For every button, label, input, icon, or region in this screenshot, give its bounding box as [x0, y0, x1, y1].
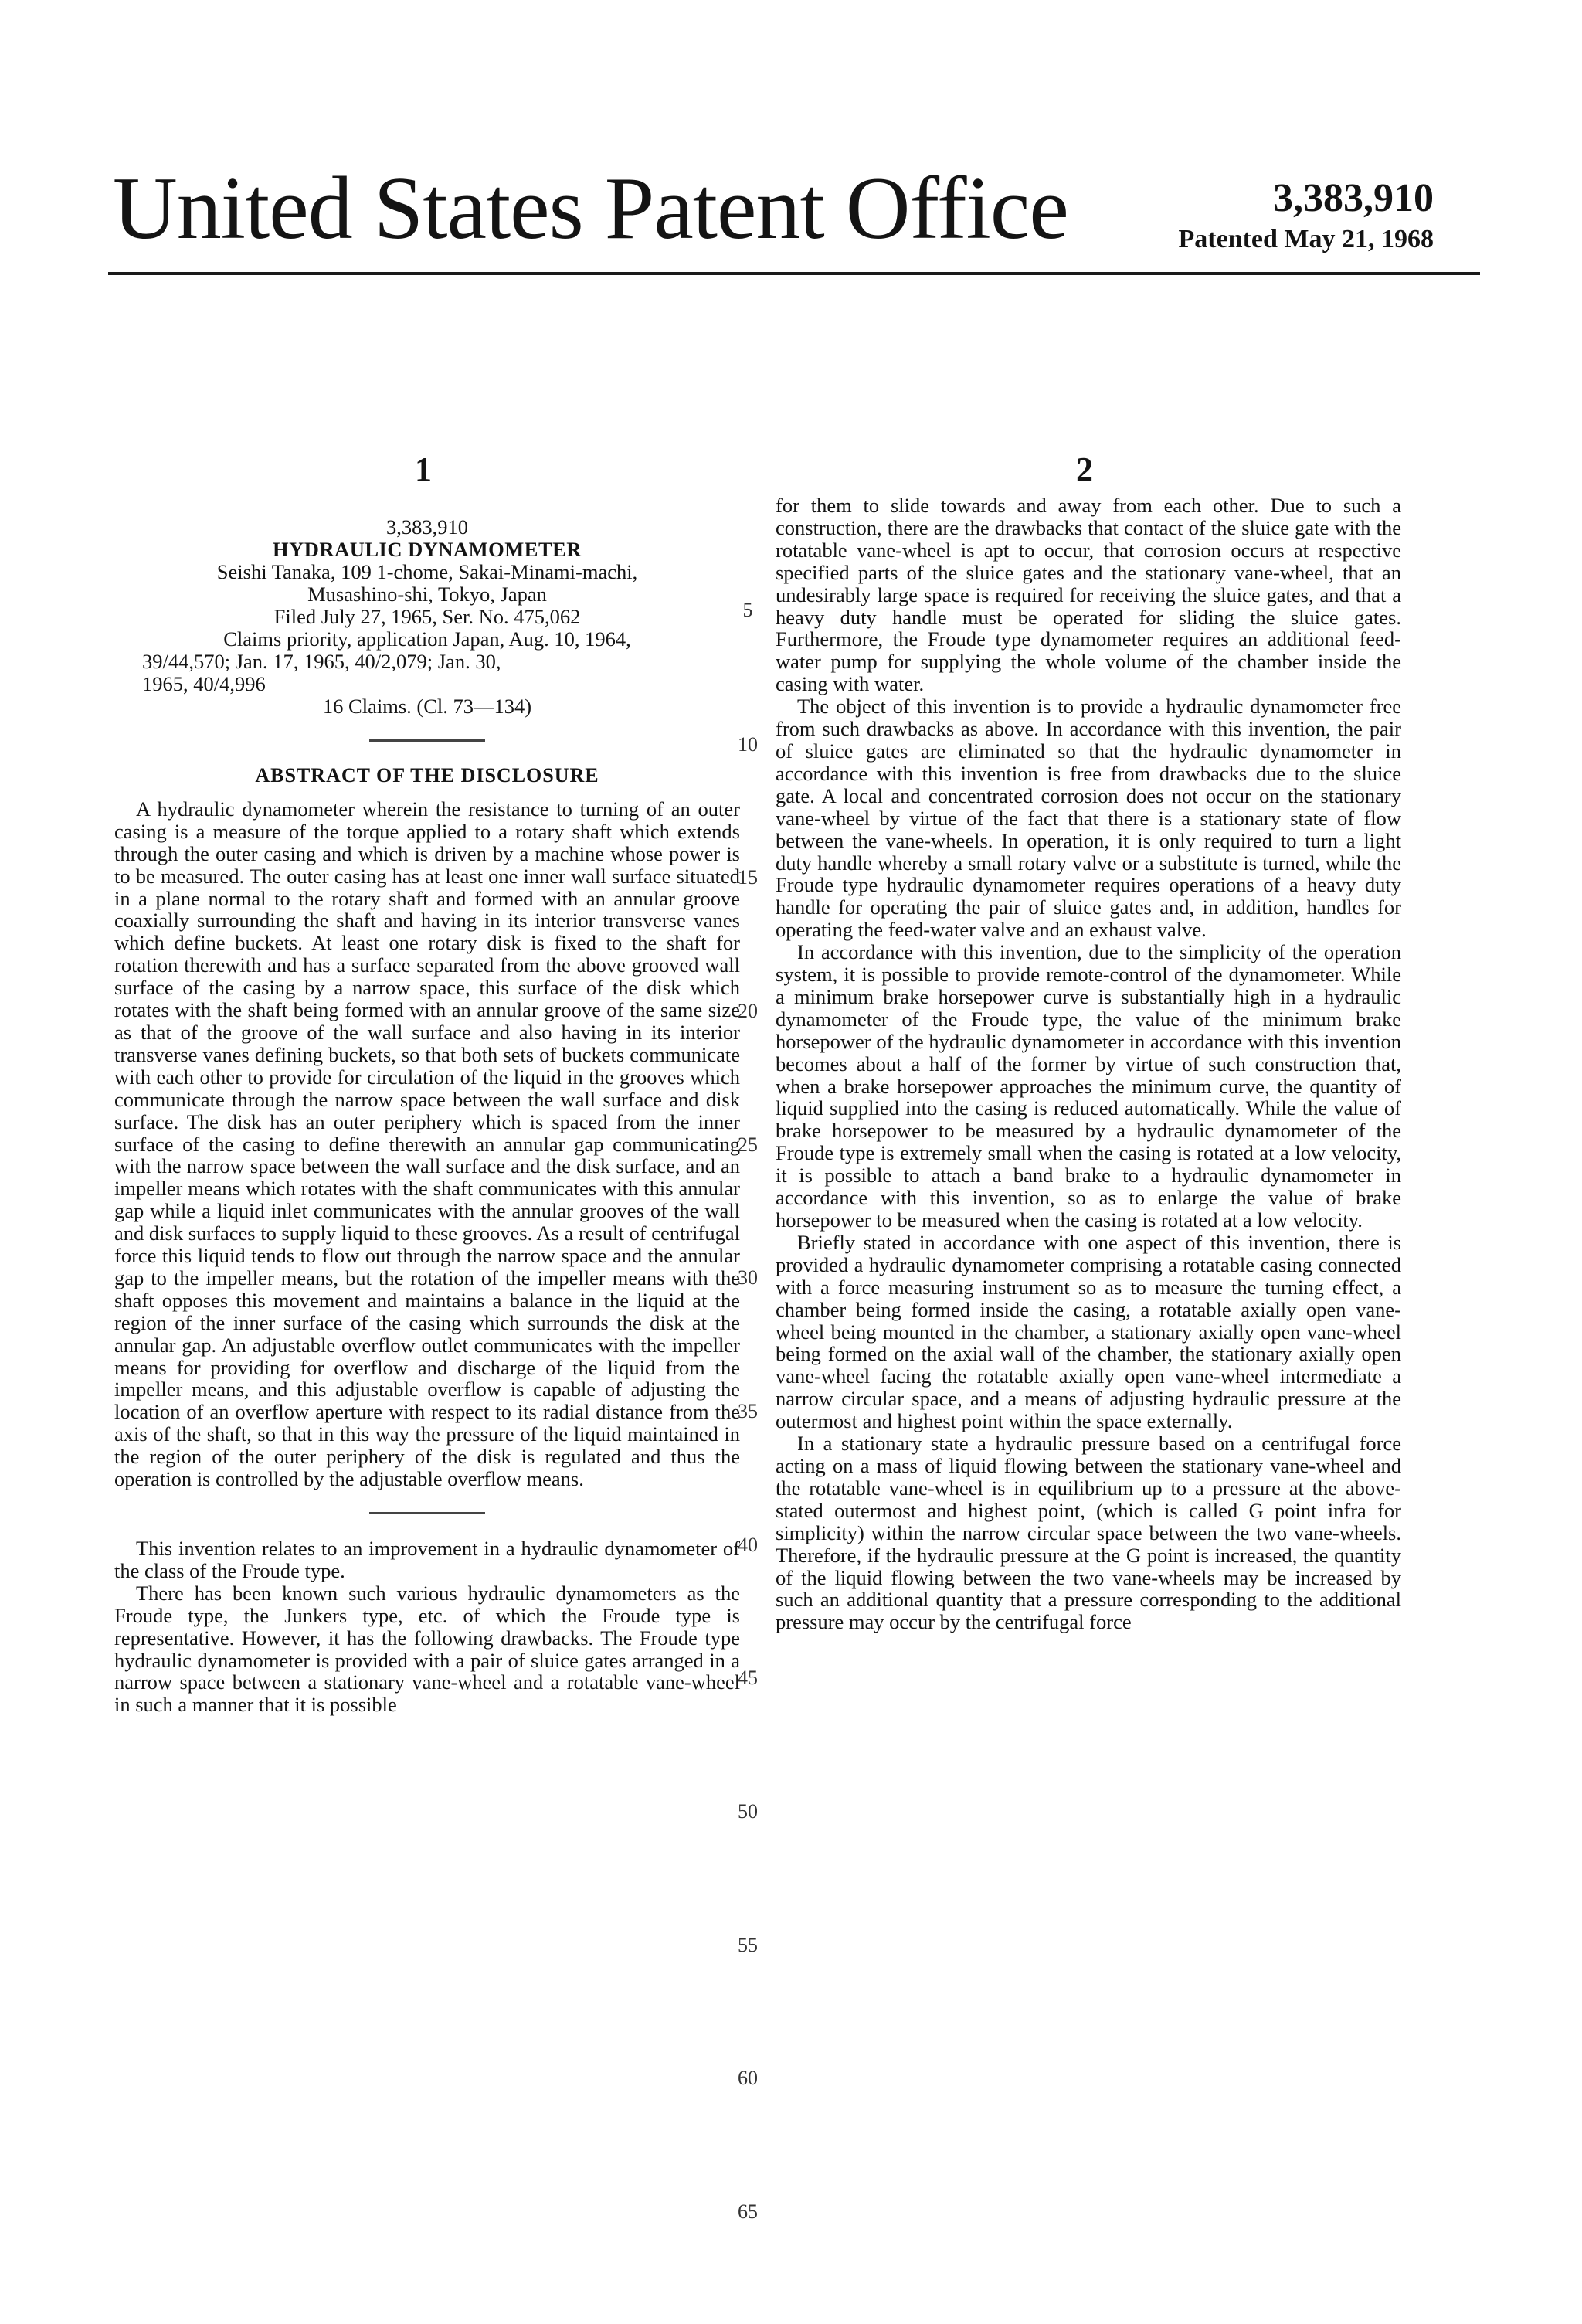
line-number: 20 — [738, 1000, 758, 1022]
claims-line: 16 Claims. (Cl. 73—134) — [322, 695, 532, 718]
line-number: 60 — [738, 2067, 758, 2089]
line-number: 25 — [738, 1133, 758, 1156]
column-number-right: 2 — [1076, 450, 1093, 488]
abstract-text: A hydraulic dynamometer wherein the resistance to turning of an outer casing is a measure of the torque applied to a rotary shaft which extends through the outer casing and which is driven by a machine whose power is to be measured. The outer casing has at least one inner wall surface situated in a plane normal to the rotary shaft and formed with an annular groove coaxially surrounding the shaft and having in its interior transverse vanes which define buckets. At least one rotary disk is fixed to the shaft for rotation therewith and has a surface separated from the above grooved wall surface of the casing by a narrow space, this surface of the disk which rotates with the shaft being formed with an annular groove of the same size as that of the groove of the wall surface and also having in its interior transverse vanes defining buckets, so that both sets of buckets communicate with each other to provide for circulation of the liquid in the grooves which communicate through the narrow space between the wall surface and disk surface. The disk has an outer periphery which is spaced from the inner surface of the casing to define therewith an annular gap communicating with the narrow space between the wall surface and the disk surface, and an impeller means which rotates with the shaft communicates with this annular gap while a liquid inlet communicates with the annular grooves of the wall and disk surfaces to supply liquid to these grooves. As a result of centrifugal force this liquid tends to flow out through the narrow space and the annular gap to the impeller means, but the rotation of the impeller means with the shaft opposes this movement and maintains a balance in the liquid at the region of the inner surface of the casing which surrounds the disk at the annular gap. An adjustable overflow outlet communicates with the impeller means for providing for overflow and discharge of the liquid from the impeller means, and this adjustable overflow is capable of adjusting the location of an overflow aperture with respect to its radial distance from the axis of the shaft, so that in this way the pressure of the liquid maintained in the region of the outer periphery of the disk is regulated and thus the operation is controlled by the adjustable overflow means. — [114, 797, 740, 1491]
body-paragraph: This invention relates to an improvement in a hydraulic dynamometer of the class of the Froude type. — [114, 1537, 740, 1582]
line-number: 45 — [738, 1667, 758, 1689]
office-title: United States Patent Office — [113, 159, 1068, 258]
priority-line-1: Claims priority, application Japan, Aug. 10, 1964, — [223, 627, 631, 651]
inventor-line-1: Seishi Tanaka, 109 1-chome, Sakai-Minami-machi, — [216, 560, 638, 583]
line-number: 40 — [738, 1534, 758, 1556]
body-paragraph: In accordance with this invention, due to the simplicity of the operation system, it is possible to provide remote-control of the dynamometer. While a minimum brake horsepower curve is substantially high in a hydraulic dynamometer of the Froude type, the value of the minimum brake horsepower of the hydraulic dynamometer in accordance with this invention becomes about a half of the former by virtue of such construction that, when a brake horsepower approaches the minimum curve, the quantity of liquid supplied into the casing is reduced automatically. While the value of brake horsepower to be measured by a hydraulic dynamometer of the Froude type is extremely small when the casing is rotated at a low velocity, it is possible to attach a band brake to a hydraulic dynamometer in accordance with this invention, so as to enlarge the value of brake horsepower to be measured when the casing is rotated at a low velocity. — [776, 940, 1401, 1232]
right-column — [776, 494, 1401, 1633]
line-number: 10 — [738, 733, 758, 756]
line-number: 50 — [738, 1800, 758, 1823]
body-paragraph: for them to slide towards and away from each other. Due to such a construction, there are the drawbacks that contact of the sluice gate with the rotatable vane-wheel is apt to occur, that corrosion occurs at respective specified parts of the sluice gates and the stationary vane-wheel, that an undesirably large space is required for receiving the sluice gates, and that a heavy duty handle must be operated for sliding the sluice gates. Furthermore, the Froude type dynamometer requires an additional feed-water pump for supplying the whole volume of the chamber inside the casing with water. — [776, 494, 1401, 696]
line-number: 5 — [742, 599, 753, 621]
section-divider — [369, 1512, 485, 1514]
patent-header-block — [1047, 176, 1434, 255]
column-number-left: 1 — [415, 450, 432, 488]
body-paragraph: There has been known such various hydraulic dynamometers as the Froude type, the Junkers type, etc. of which the Froude type is representative. However, it has the following drawbacks. The Froude type hydraulic dynamometer is provided with a pair of sluice gates arranged in a narrow space between a stationary vane-wheel and a rotatable vane-wheel in such a manner that it is possible — [114, 1581, 740, 1717]
line-number: 15 — [738, 866, 758, 888]
line-number: 55 — [738, 1934, 758, 1956]
patented-date: Patented May 21, 1968 — [1178, 225, 1434, 253]
bibliographic-block — [114, 516, 740, 718]
patent-number-line: 3,383,910 — [386, 515, 468, 539]
left-column — [114, 516, 740, 1716]
inventor-line-2: Musashino-shi, Tokyo, Japan — [307, 583, 547, 606]
invention-title: HYDRAULIC DYNAMOMETER — [273, 538, 582, 561]
priority-line-3: 1965, 40/4,996 — [142, 672, 266, 695]
header-divider — [108, 272, 1480, 275]
body-paragraph: The object of this invention is to provide a hydraulic dynamometer free from such drawbacks as above. In accordance with this invention, the pair of sluice gates are eliminated so that the hydraulic dynamometer in accordance with this invention is free from drawbacks due to the sluice gate. A local and concentrated corrosion does not occur on the stationary vane-wheel by virtue of the fact that there is a stationary state of flow between the vane-wheels. In operation, it is only required to turn a light duty handle whereby a small rotary valve or a substitute is turned, while the Froude type hydraulic dynamometer requires operations of a heavy duty handle for operating the pair of sluice gates and, in addition, handles for operating the feed-water valve and an exhaust valve. — [776, 695, 1401, 942]
section-divider — [369, 739, 485, 742]
body-paragraph: Briefly stated in accordance with one aspect of this invention, there is provided a hydraulic dynamometer comprising a rotatable casing connected with a force measuring instrument so as to measure the turning effect, a chamber being formed inside the casing, a rotatable axially open vane-wheel being mounted in the chamber, a stationary axially open vane-wheel being formed on the axial wall of the chamber, the stationary axially open vane-wheel facing the rotatable axially open vane-wheel intermediate a narrow circular space, and a means of adjusting hydraulic pressure at the outermost and highest point within the space externally. — [776, 1230, 1401, 1433]
line-number: 35 — [738, 1400, 758, 1422]
patent-number: 3,383,910 — [1273, 176, 1434, 220]
abstract-heading: ABSTRACT OF THE DISCLOSURE — [255, 764, 599, 787]
priority-line-2: 39/44,570; Jan. 17, 1965, 40/2,079; Jan. 30, — [142, 650, 501, 673]
filed-line: Filed July 27, 1965, Ser. No. 475,062 — [273, 605, 581, 628]
body-paragraph: In a stationary state a hydraulic pressure based on a centrifugal force acting on a mass of liquid flowing between the stationary vane-wheel and the rotatable vane-wheel is in equilibrium up to a pressure at the above-stated outermost and highest point, (which is called G point infra for simplicity) within the narrow circular space between the two vane-wheels. Therefore, if the hydraulic pressure at the G point is increased, the quantity of the liquid flowing between the two vane-wheels may be increased by such an additional quantity that a pressure corresponding to the additional pressure may occur by the centrifugal force — [776, 1432, 1401, 1634]
line-number: 65 — [738, 2200, 758, 2223]
line-number: 30 — [738, 1266, 758, 1289]
